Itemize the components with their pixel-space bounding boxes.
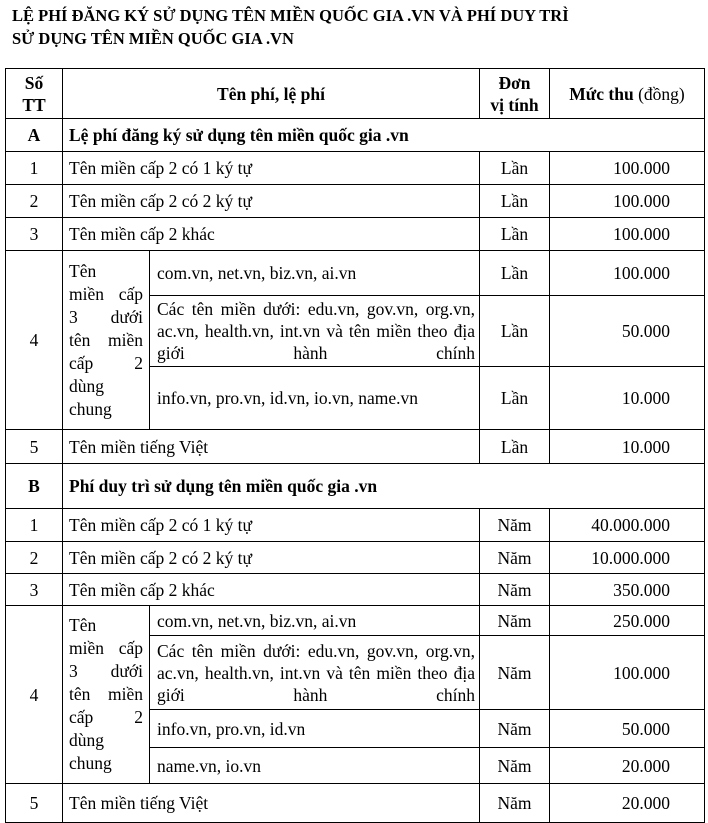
section-b-row <box>6 464 705 509</box>
section-a-row <box>6 119 705 152</box>
group-stt: 4 <box>6 251 63 430</box>
section-b-title: Phí duy trì sử dụng tên miền quốc gia .vn <box>63 464 705 509</box>
table-row: 2 Tên miền cấp 2 có 2 ký tự Năm 10.000.000 <box>6 542 705 574</box>
document-title <box>12 4 702 50</box>
section-b-id: B <box>6 464 63 509</box>
title-line-2: SỬ DỤNG TÊN MIỀN QUỐC GIA .VN <box>12 29 294 48</box>
title-line-1: LỆ PHÍ ĐĂNG KÝ SỬ DỤNG TÊN MIỀN QUỐC GIA .VN VÀ PHÍ DUY TRÌ <box>12 6 569 25</box>
group-label: Tên miền cấp 3 dưới tên miền cấp 2 dùng chung <box>63 251 150 430</box>
table-row: 1 Tên miền cấp 2 có 1 ký tự Năm 40.000.000 <box>6 509 705 542</box>
header-fee: Mức thu (đồng) <box>550 69 705 119</box>
table-row: 3 Tên miền cấp 2 khác Lần 100.000 <box>6 218 705 251</box>
table-row: 4 Tên miền cấp 3 dưới tên miền cấp 2 dùng chung com.vn, net.vn, biz.vn, ai.vn Lần 100.000 <box>6 251 705 296</box>
table-row: 1 Tên miền cấp 2 có 1 ký tự Lần 100.000 <box>6 152 705 185</box>
header-stt: Số TT <box>6 69 63 119</box>
table-row: info.vn, pro.vn, id.vn, io.vn, name.vn Lần 10.000 <box>6 367 705 430</box>
table-row: 2 Tên miền cấp 2 có 2 ký tự Lần 100.000 <box>6 185 705 218</box>
table-row: info.vn, pro.vn, id.vn Năm 50.000 <box>6 710 705 748</box>
header-row <box>6 69 705 119</box>
section-a-title: Lệ phí đăng ký sử dụng tên miền quốc gia .vn <box>63 119 705 152</box>
table-row: name.vn, io.vn Năm 20.000 <box>6 748 705 784</box>
table-row: 4 Tên miền cấp 3 dưới tên miền cấp 2 dùng chung com.vn, net.vn, biz.vn, ai.vn Năm 250.000 <box>6 606 705 636</box>
header-unit: Đơn vị tính <box>480 69 550 119</box>
table-row: Các tên miền dưới: edu.vn, gov.vn, org.vn, ac.vn, health.vn, int.vn và tên miền theo địa giới hành chính Năm 100.000 <box>6 636 705 710</box>
group-label: Tên miền cấp 3 dưới tên miền cấp 2 dùng chung <box>63 606 150 784</box>
header-name: Tên phí, lệ phí <box>63 69 480 119</box>
fee-table <box>5 68 705 823</box>
table-row: 3 Tên miền cấp 2 khác Năm 350.000 <box>6 574 705 606</box>
section-a-id: A <box>6 119 63 152</box>
group-stt: 4 <box>6 606 63 784</box>
table-row: 5 Tên miền tiếng Việt Năm 20.000 <box>6 784 705 823</box>
table-row: 5 Tên miền tiếng Việt Lần 10.000 <box>6 430 705 464</box>
table-row: Các tên miền dưới: edu.vn, gov.vn, org.vn, ac.vn, health.vn, int.vn và tên miền theo địa giới hành chính Lần 50.000 <box>6 296 705 367</box>
